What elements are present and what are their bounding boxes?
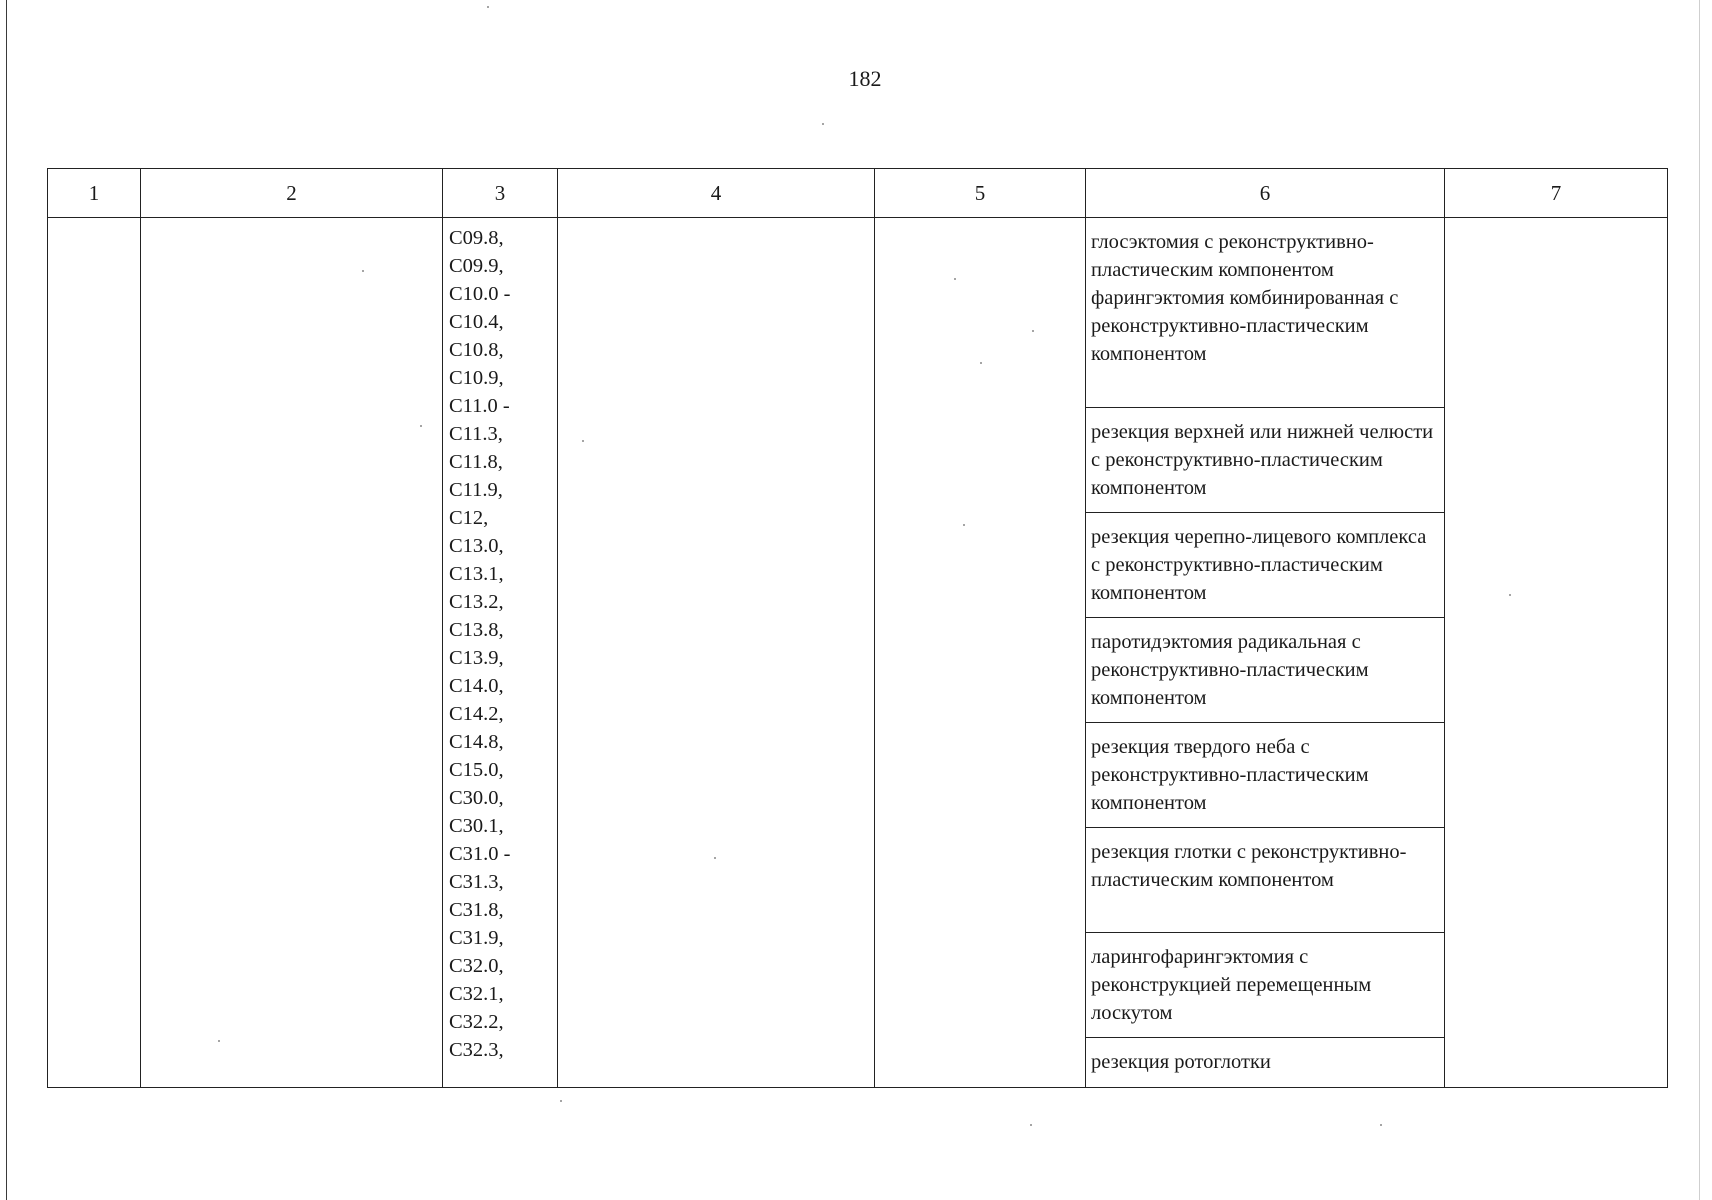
code-line: C32.3, <box>449 1039 504 1061</box>
code-line: C11.0 - <box>449 395 510 417</box>
scan-speck <box>714 857 716 859</box>
code-line: C14.0, <box>449 675 504 697</box>
code-line: C31.3, <box>449 871 504 893</box>
header-col-5: 5 <box>875 169 1086 218</box>
procedure-item: глосэктомия с реконструктивно-пластическим компонентом фарингэктомия комбинированная с реконструктивно-пластическим компонентом <box>1086 218 1444 408</box>
code-line: C14.8, <box>449 731 504 753</box>
code-line: C15.0, <box>449 759 504 781</box>
code-line: C11.9, <box>449 479 503 501</box>
code-line: C11.3, <box>449 423 503 445</box>
scan-speck <box>963 524 965 526</box>
procedure-item: ларингофарингэктомия с реконструкцией перемещенным лоскутом <box>1086 933 1444 1038</box>
procedure-item: резекция твердого неба с реконструктивно-пластическим компонентом <box>1086 723 1444 828</box>
scan-speck <box>582 440 584 442</box>
procedure-item: резекция глотки с реконструктивно-пластическим компонентом <box>1086 828 1444 933</box>
procedure-list <box>1086 218 1444 1087</box>
code-line: C32.2, <box>449 1011 504 1033</box>
code-line: C32.1, <box>449 983 504 1005</box>
table-row <box>48 218 1668 1088</box>
scan-speck <box>362 270 364 272</box>
code-line: C31.9, <box>449 927 504 949</box>
procedures-table <box>47 168 1668 1088</box>
cell-col-4 <box>558 218 875 1088</box>
code-line: C09.9, <box>449 255 504 277</box>
code-line: C30.1, <box>449 815 504 837</box>
code-line: C13.0, <box>449 535 504 557</box>
code-line: C13.1, <box>449 563 504 585</box>
scan-edge-left <box>6 0 7 1200</box>
code-line: C31.8, <box>449 899 504 921</box>
scan-speck <box>1030 1124 1032 1126</box>
code-line: C13.2, <box>449 591 504 613</box>
code-line: C31.0 - <box>449 843 511 865</box>
scan-speck <box>560 1100 562 1102</box>
code-line: C10.4, <box>449 311 504 333</box>
code-line: C13.8, <box>449 619 504 641</box>
cell-col-5 <box>875 218 1086 1088</box>
header-col-4: 4 <box>558 169 875 218</box>
code-line: C10.9, <box>449 367 504 389</box>
scan-speck <box>1380 1124 1382 1126</box>
cell-diagnosis-codes <box>443 218 558 1088</box>
cell-col-1 <box>48 218 141 1088</box>
scan-speck <box>218 1040 220 1042</box>
header-col-6: 6 <box>1086 169 1445 218</box>
scan-edge-right <box>1699 0 1700 1200</box>
scan-speck <box>487 6 489 8</box>
code-line: C11.8, <box>449 451 503 473</box>
scan-speck <box>1032 330 1034 332</box>
page-number: 182 <box>848 66 882 91</box>
code-line: C32.0, <box>449 955 504 977</box>
scan-speck <box>822 123 824 125</box>
header-col-2: 2 <box>141 169 443 218</box>
cell-col-7 <box>1445 218 1668 1088</box>
code-line: C13.9, <box>449 647 504 669</box>
code-line: C10.8, <box>449 339 504 361</box>
code-line: C30.0, <box>449 787 504 809</box>
procedure-item: резекция верхней или нижней челюсти с реконструктивно-пластическим компонентом <box>1086 408 1444 513</box>
header-col-3: 3 <box>443 169 558 218</box>
code-line: C14.2, <box>449 703 504 725</box>
procedure-item: резекция черепно-лицевого комплекса с реконструктивно-пластическим компонентом <box>1086 513 1444 618</box>
code-line: C09.8, <box>449 227 504 249</box>
cell-procedures <box>1086 218 1445 1088</box>
cell-col-2 <box>141 218 443 1088</box>
header-col-1: 1 <box>48 169 141 218</box>
procedure-item: паротидэктомия радикальная с реконструктивно-пластическим компонентом <box>1086 618 1444 723</box>
header-col-7: 7 <box>1445 169 1668 218</box>
code-line: C10.0 - <box>449 283 511 305</box>
scan-speck <box>980 362 982 364</box>
table-header-row <box>48 169 1668 218</box>
scan-speck <box>954 278 956 280</box>
scan-speck <box>1509 594 1511 596</box>
scan-speck <box>420 425 422 427</box>
code-line: C12, <box>449 507 489 529</box>
procedure-item: резекция ротоглотки <box>1091 1051 1271 1073</box>
